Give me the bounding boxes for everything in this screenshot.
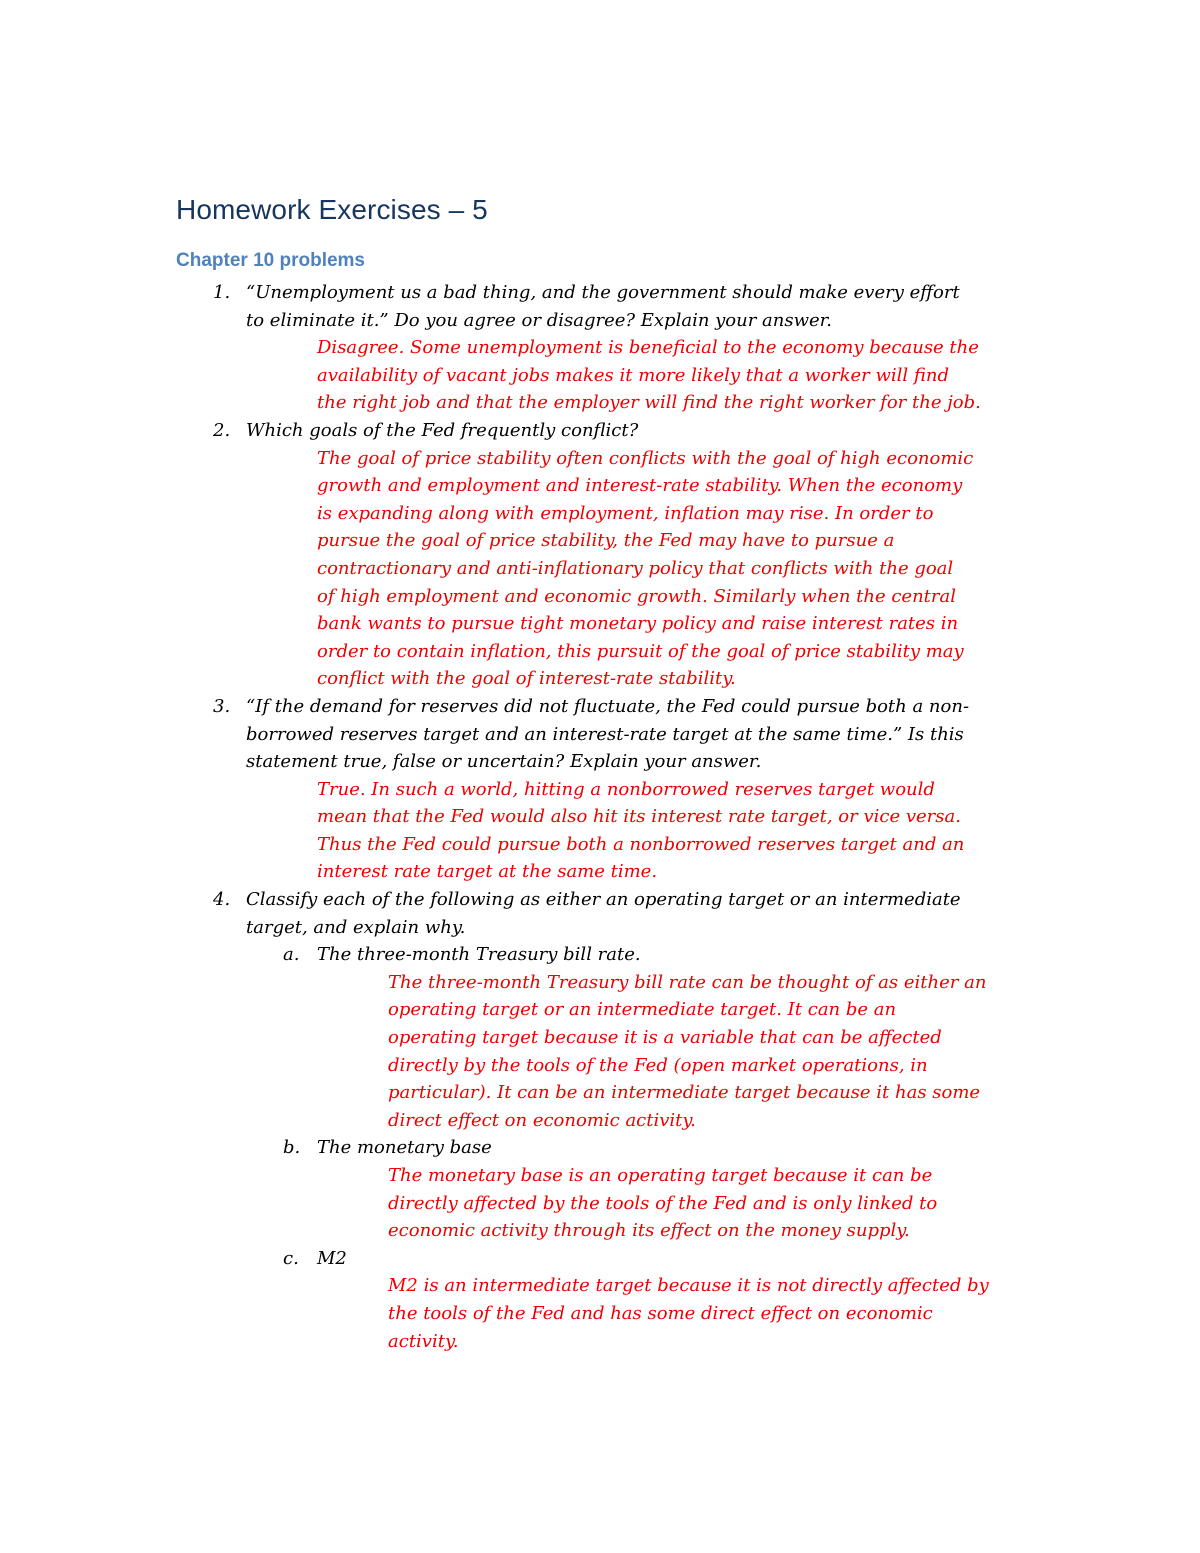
question-line [0, 721, 1200, 749]
subpart-letter: b. [283, 1137, 301, 1159]
question-number: 1. [213, 282, 231, 303]
answer-line [0, 1079, 1200, 1107]
subpart-line [0, 941, 1200, 969]
question-item [0, 417, 1200, 693]
question-text: to eliminate it.” Do you agree or disagree? Explain your answer. [246, 309, 833, 331]
answer-line [0, 665, 1200, 693]
question-item [0, 886, 1200, 1355]
answer-text: interest rate target at the same time. [317, 861, 658, 883]
answer-text: activity. [388, 1330, 459, 1352]
answer-line [0, 445, 1200, 473]
answer-text: Thus the Fed could pursue both a nonborrowed reserves target and an [317, 833, 965, 855]
answer-text: The goal of price stability often conflicts with the goal of high economic [317, 447, 974, 469]
answer-line [0, 776, 1200, 804]
subpart-item [0, 941, 1200, 1134]
answer-text: operating target or an intermediate target. It can be an [388, 999, 897, 1021]
answer-line [0, 996, 1200, 1024]
answer-line [0, 969, 1200, 997]
section-heading: Chapter 10 problems [176, 250, 365, 271]
answer-text: operating target because it is a variable that can be affected [388, 1027, 942, 1049]
question-line [0, 417, 1200, 445]
answer-text: the tools of the Fed and has some direct effect on economic [388, 1302, 933, 1324]
question-text: “Unemployment us a bad thing, and the government should make every effort [246, 282, 960, 303]
question-number: 2. [213, 419, 231, 441]
answer-line [0, 1107, 1200, 1135]
answer-text: conflict with the goal of interest-rate stability. [317, 668, 736, 690]
answer-text: directly by the tools of the Fed (open market operations, in [388, 1054, 928, 1076]
answer-line [0, 1328, 1200, 1356]
answer-text: particular). It can be an intermediate target because it has some [388, 1082, 981, 1104]
answer-text: bank wants to pursue tight monetary policy and raise interest rates in [317, 613, 959, 635]
page-title: Homework Exercises – 5 [176, 194, 488, 225]
answer-line [0, 1162, 1200, 1190]
answer-line [0, 638, 1200, 666]
answer-text: M2 is an intermediate target because it is not directly affected by [388, 1275, 989, 1297]
subpart-item [0, 1134, 1200, 1244]
question-line [0, 279, 1200, 307]
answer-line [0, 1272, 1200, 1300]
answer-line [0, 555, 1200, 583]
answer-line [0, 389, 1200, 417]
answer-line [0, 472, 1200, 500]
answer-line [0, 803, 1200, 831]
question-line [0, 693, 1200, 721]
subpart-letter: a. [283, 944, 300, 966]
question-line [0, 307, 1200, 335]
answer-line [0, 1300, 1200, 1328]
answer-line [0, 334, 1200, 362]
question-text: “If the demand for reserves did not fluctuate, the Fed could pursue both a non- [246, 695, 970, 717]
problem-list [0, 279, 1200, 1355]
question-text: borrowed reserves target and an interest-rate target at the same time.” Is this [246, 723, 964, 745]
answer-line [0, 858, 1200, 886]
subpart-line [0, 1134, 1200, 1162]
answer-text: order to contain inflation, this pursuit of the goal of price stability may [317, 640, 964, 662]
question-number: 3. [213, 695, 231, 717]
answer-line [0, 831, 1200, 859]
answer-text: contractionary and anti-inflationary policy that conflicts with the goal [317, 557, 954, 579]
answer-line [0, 610, 1200, 638]
answer-line [0, 500, 1200, 528]
question-number: 4. [213, 889, 231, 911]
answer-line [0, 1024, 1200, 1052]
question-item [0, 279, 1200, 417]
answer-text: mean that the Fed would also hit its interest rate target, or vice versa. [317, 806, 961, 828]
subpart-question: M2 [317, 1247, 347, 1269]
answer-text: The three-month Treasury bill rate can be thought of as either an [388, 971, 987, 993]
answer-text: the right job and that the employer will find the right worker for the job. [317, 392, 981, 414]
answer-text: Disagree. Some unemployment is beneficial to the economy because the [317, 337, 979, 359]
answer-text: is expanding along with employment, inflation may rise. In order to [317, 502, 934, 524]
answer-text: directly affected by the tools of the Fed and is only linked to [388, 1192, 938, 1214]
answer-line [0, 1052, 1200, 1080]
question-line [0, 886, 1200, 914]
answer-text: pursue the goal of price stability, the Fed may have to pursue a [317, 530, 895, 552]
answer-text: direct effect on economic activity. [388, 1109, 696, 1131]
answer-line [0, 362, 1200, 390]
answer-line [0, 1190, 1200, 1218]
answer-line [0, 527, 1200, 555]
question-text: target, and explain why. [246, 916, 466, 938]
answer-text: availability of vacant jobs makes it more likely that a worker will find [317, 364, 950, 386]
subpart-question: The three-month Treasury bill rate. [317, 944, 641, 966]
question-text: statement true, false or uncertain? Explain your answer. [246, 751, 762, 773]
answer-line [0, 583, 1200, 611]
answer-text: of high employment and economic growth. Similarly when the central [317, 585, 956, 607]
question-line [0, 914, 1200, 942]
question-line [0, 748, 1200, 776]
subpart-line [0, 1245, 1200, 1273]
subpart-letter: c. [283, 1247, 299, 1269]
answer-text: True. In such a world, hitting a nonborrowed reserves target would [317, 778, 935, 800]
subpart-question: The monetary base [317, 1137, 492, 1159]
answer-text: economic activity through its effect on the money supply. [388, 1220, 910, 1242]
question-text: Which goals of the Fed frequently conflict? [246, 419, 639, 441]
answer-text: growth and employment and interest-rate stability. When the economy [317, 475, 963, 497]
answer-line [0, 1217, 1200, 1245]
answer-text: The monetary base is an operating target because it can be [388, 1165, 933, 1186]
question-item [0, 693, 1200, 886]
subpart-item [0, 1245, 1200, 1355]
question-text: Classify each of the following as either an operating target or an intermediate [246, 889, 961, 911]
